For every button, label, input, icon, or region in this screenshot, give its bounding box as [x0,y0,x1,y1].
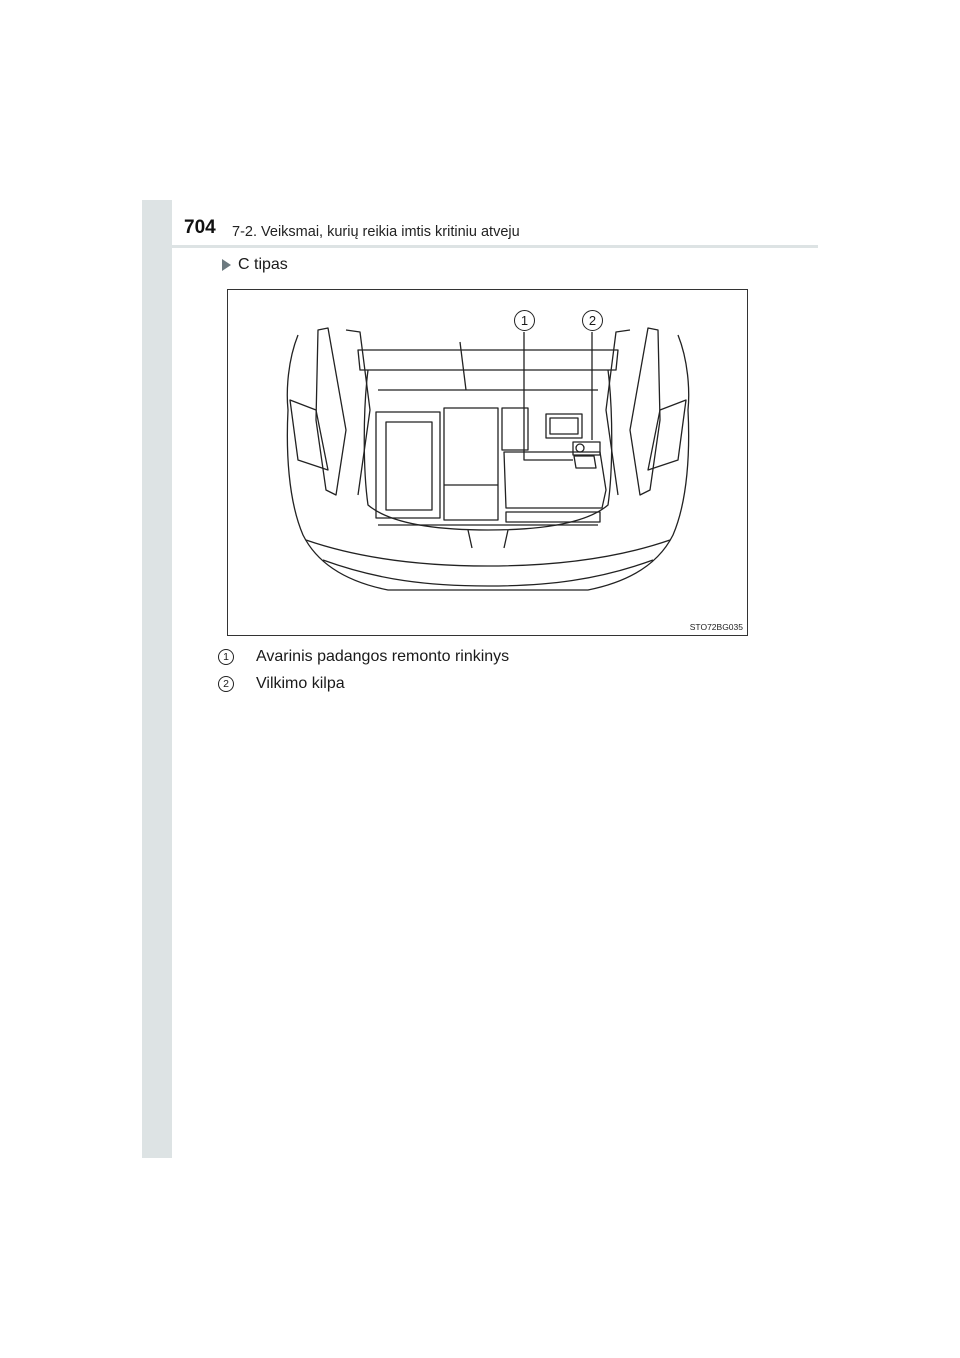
trunk-drawing [228,290,747,635]
callout-1: 1 [514,310,535,331]
legend-text-1: Avarinis padangos remonto rinkinys [256,648,510,665]
legend-item-2 [218,675,345,693]
callout-2: 2 [582,310,603,331]
type-label: C tipas [238,256,288,273]
type-heading [222,256,288,274]
legend-number-2: 2 [218,676,234,692]
legend-number-1: 1 [218,649,234,665]
side-band [142,200,172,1158]
figure-code: STO72BG035 [689,622,743,632]
header-rule [142,245,818,248]
legend-item-1 [218,648,509,666]
legend-text-2: Vilkimo kilpa [256,675,345,692]
trunk-illustration [227,289,748,636]
section-title: 7-2. Veiksmai, kurių reikia imtis kritiniu atveju [232,224,520,240]
page-number: 704 [184,217,216,238]
arrow-right-icon [222,259,231,271]
